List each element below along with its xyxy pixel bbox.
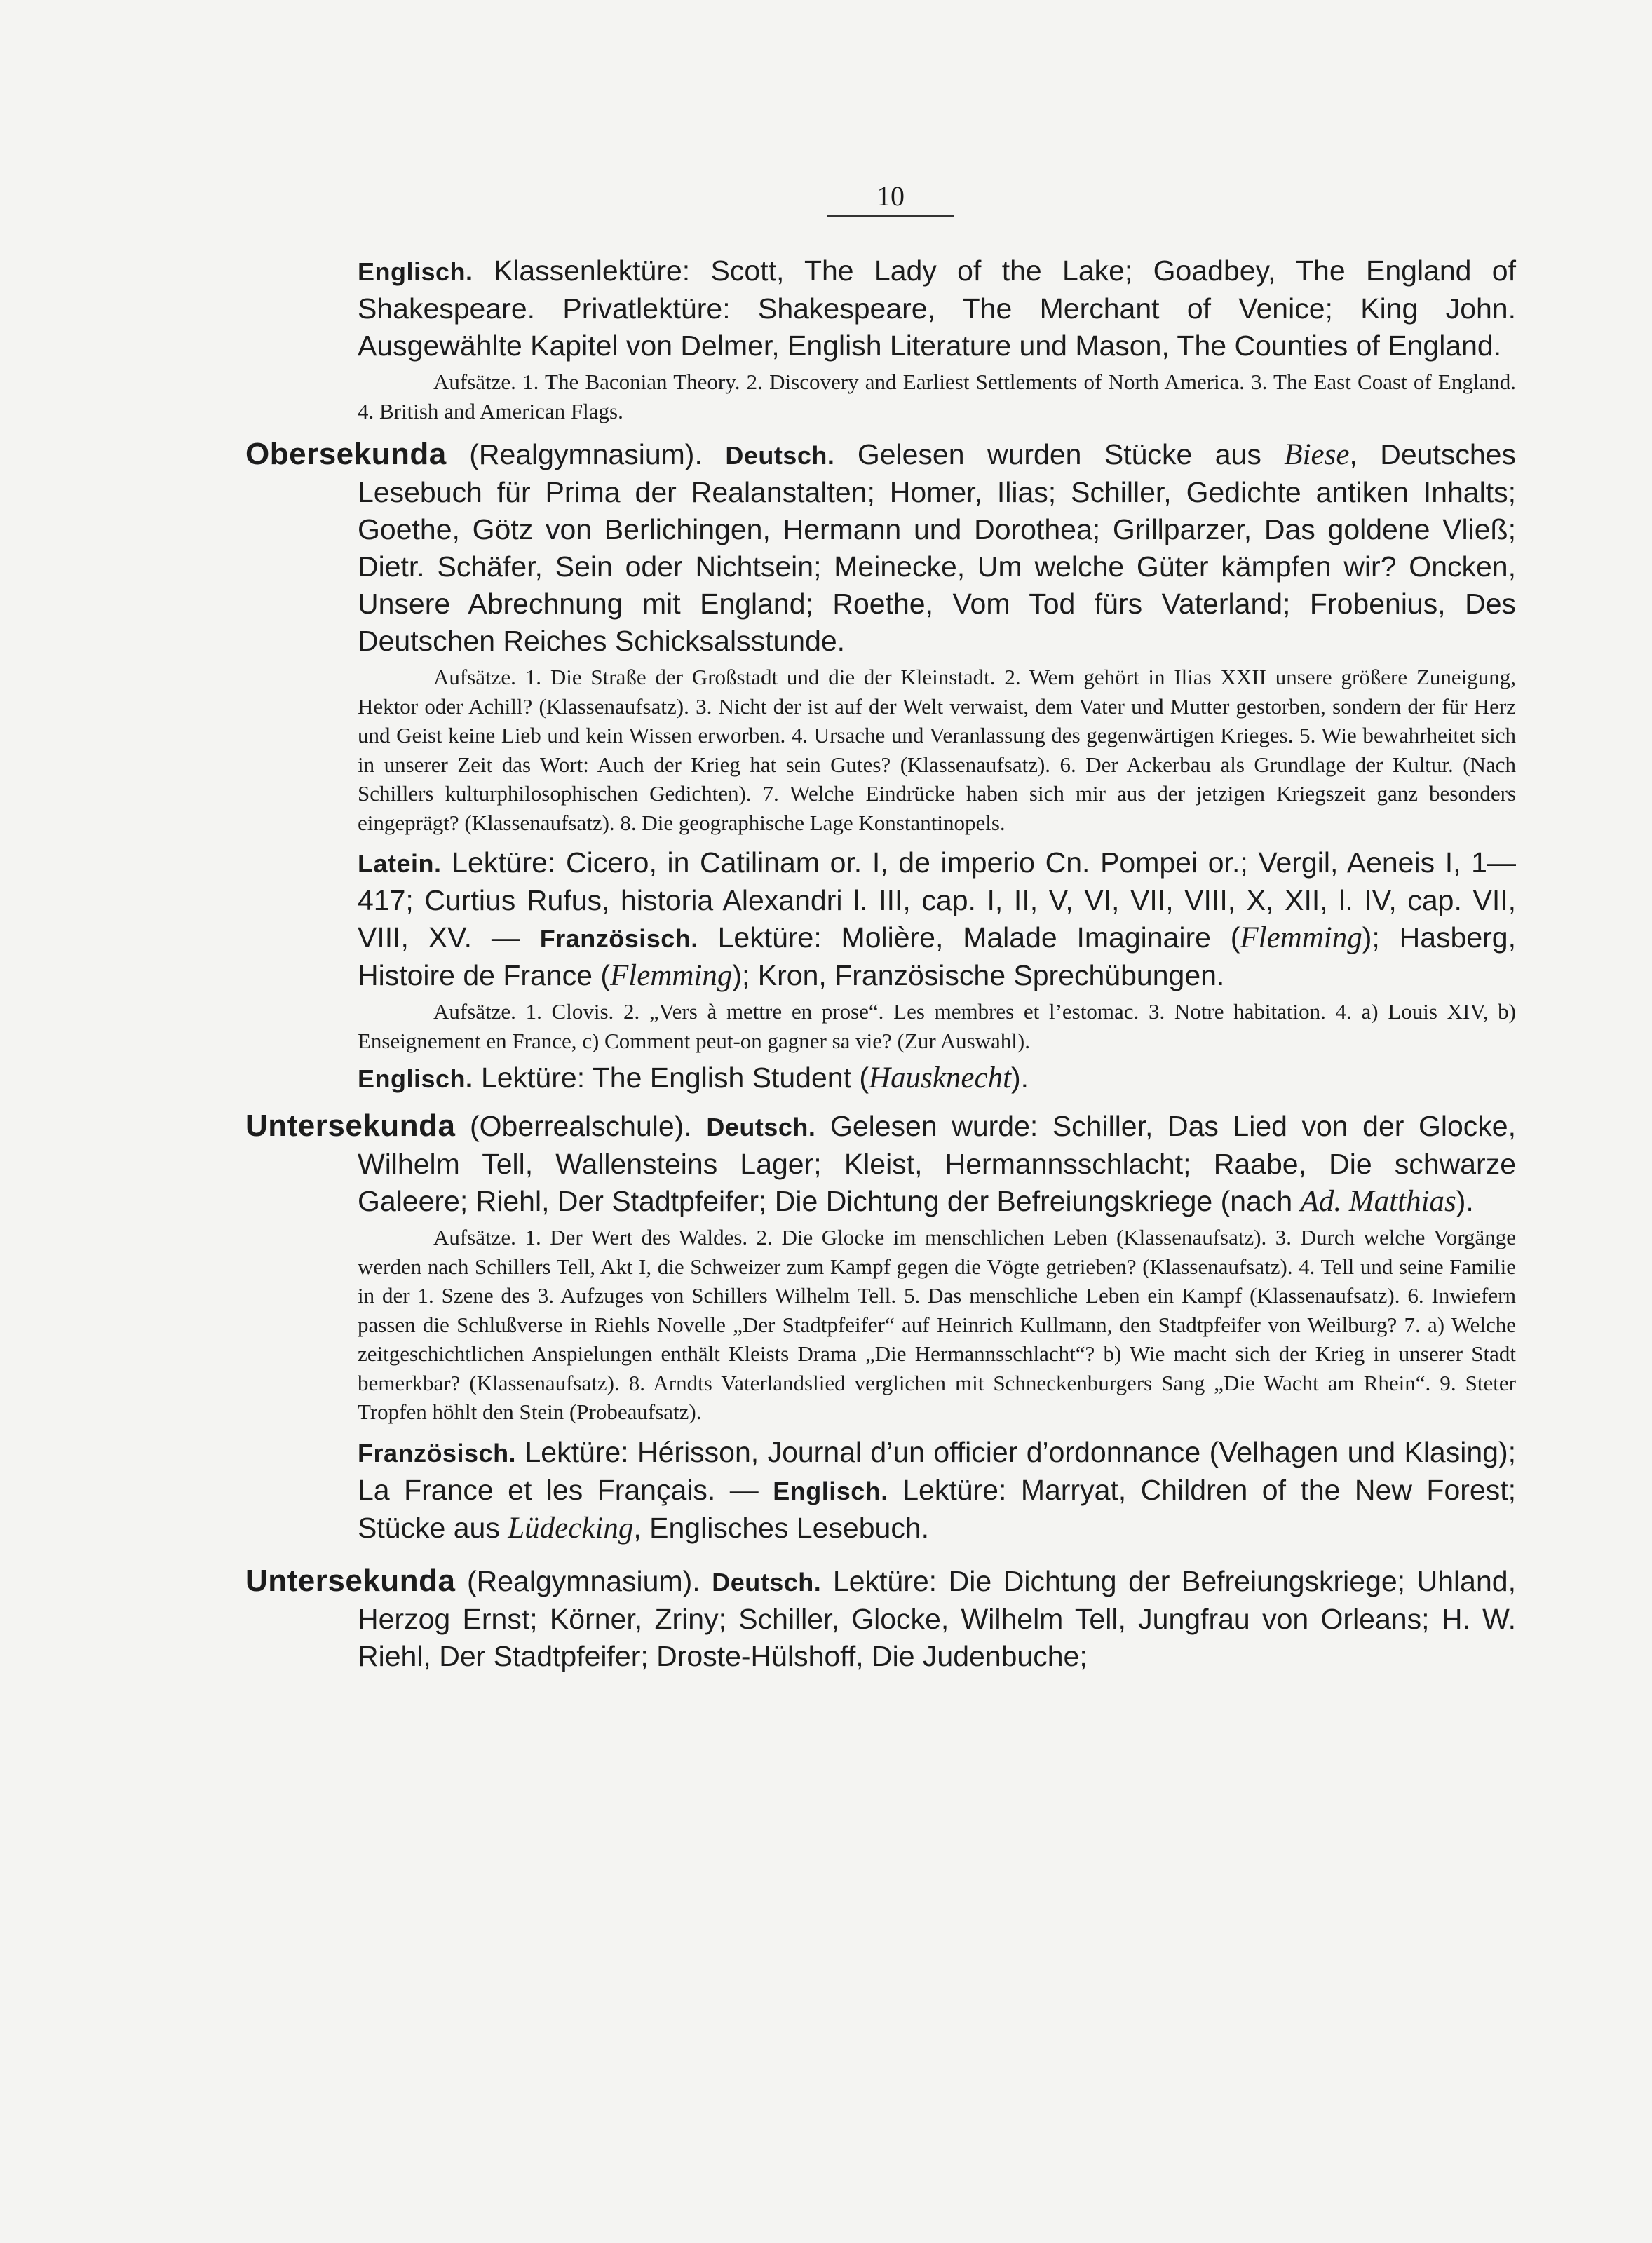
subject-label: Englisch. — [358, 257, 473, 286]
italic-editor: Flemming — [1240, 921, 1362, 954]
subject-label: Latein. — [358, 849, 442, 878]
school-type: (Oberrealschule). — [470, 1110, 692, 1142]
essay-list: Aufsätze. 1. Der Wert des Waldes. 2. Die Glocke im menschlichen Leben (Klassenaufsatz). 3. Durch welche Vorgänge werden nach Schillers Tell, Akt I, die Schweizer zum Kampf gegen die Vögte getrieben? (Klassenaufsatz). 4. Tell und seine Familie in der 1. Szene des 3. Aufzuges von Schillers Wilhelm Tell. 5. Das menschliche Leben ein Kampf (Klassenaufsatz). 6. Inwiefern passen die Schlußverse in Riehls Novelle „Der Stadtpfeifer“ auf Heinrich Kullmann, den Stadtpfeifer von Weilburg? 7. a) Welche zeitgeschichtlichen Anspielungen enthält Kleists Drama „Die Hermannsschlacht“? b) Wie macht sich der Krieg in unserer Stadt bemerkbar? (Klassenaufsatz). 8. Arndts Vaterlandslied verglichen mit Schneckenburgers Sang „Die Wacht am Rhein“. 9. Steter Tropfen höhlt den Stein (Probeaufsatz). — [358, 1225, 1516, 1424]
section-heading: Untersekunda — [245, 1563, 456, 1598]
subject-label: Französisch. — [539, 924, 698, 953]
obersekunda-section — [245, 435, 1516, 660]
italic-editor: Ad. Matthias — [1300, 1185, 1456, 1218]
body-text: Gelesen wurde: Schiller, Das Lied von der Glocke, Wilhelm Tell, Wallensteins Lager; Kleist, Hermannsschlacht; Raabe, Die schwarze Galeere; Riehl, Der Stadtpfeifer; Die Dichtung der Befreiungskriege (nach — [358, 1110, 1516, 1217]
subject-label: Deutsch. — [706, 1113, 816, 1141]
body-text: ); Hasberg, Histoire de France ( — [358, 921, 1516, 991]
body-text: Lektüre: Marryat, Children of the New Forest; Stücke aus — [358, 1473, 1516, 1544]
subject-label: Deutsch. — [712, 1567, 822, 1597]
body-text: Lektüre: Die Dichtung der Befreiungskriege; Uhland, Herzog Ernst; Körner, Zriny; Schiller, Glocke, Wilhelm Tell, Jungfrau von Orleans; H. W. Riehl, Der Stadtpfeifer; Droste-Hülshoff, Die Judenbuche; — [358, 1564, 1516, 1672]
school-type: (Realgymnasium). — [469, 438, 703, 470]
subject-label: Französisch. — [358, 1438, 517, 1468]
englisch-paragraph — [245, 1059, 1516, 1097]
italic-author: Biese — [1284, 438, 1350, 471]
body-text: Lektüre: The English Student ( — [480, 1062, 869, 1094]
body-text: Lektüre: Molière, Malade Imaginaire ( — [717, 921, 1240, 954]
body-text: Klassenlektüre: Scott, The Lady of the Lake; Goadbey, The England of Shakespeare. Privatlektüre: Shakespeare, The Merchant of Venice; King John. Ausgewählte Kapitel von Delmer, English Literature und Mason, The Counties of England. — [358, 255, 1516, 362]
untersekunda-realgymnasium-section — [245, 1562, 1516, 1675]
body-text: ). — [1011, 1062, 1029, 1094]
essay-list: Aufsätze. 1. Die Straße der Großstadt und die der Kleinstadt. 2. Wem gehört in Ilias XXII unsere größere Zuneigung, Hektor oder Achill? (Klassenaufsatz). 3. Nicht der ist auf der Welt verwaist, dem Vater und Mutter gestorben, sondern der für Herz und Geist keine Lieb und kein Wissen erworben. 4. Ursache und Veranlassung des gegenwärtigen Krieges. 5. Wie bewahrheitet sich in unserer Zeit das Wort: Auch der Krieg hat sein Gutes? (Klassenaufsatz). 6. Der Ackerbau als Grundlage der Kultur. (Nach Schillers kulturphilosophischen Gedichten). 7. Welche Eindrücke haben sich mir aus der jetzigen Kriegszeit ganz besonders eingeprägt? (Klassenaufsatz). 8. Die geographische Lage Konstantinopels. — [358, 665, 1516, 835]
latein-franzoesisch-paragraph — [245, 844, 1516, 994]
page-number: 10 — [827, 179, 954, 217]
italic-editor: Flemming — [610, 959, 733, 992]
body-text: , Englisches Lesebuch. — [633, 1511, 930, 1544]
body-text: ); Kron, Französische Sprechübungen. — [732, 959, 1225, 991]
untersekunda-oberrealschule-section — [245, 1107, 1516, 1220]
essay-list: Aufsätze. 1. Clovis. 2. „Vers à mettre en prose“. Les membres et l’estomac. 3. Notre habitation. 4. a) Louis XIV, b) Enseignement en France, c) Comment peut-on gagner sa vie? (Zur Auswahl). — [358, 999, 1516, 1053]
essay-list: Aufsätze. 1. The Baconian Theory. 2. Discovery and Earliest Settlements of North America. 3. The East Coast of England. 4. British and American Flags. — [358, 370, 1516, 423]
italic-editor: Hausknecht — [869, 1062, 1012, 1095]
body-text: Lektüre: Cicero, in Catilinam or. I, de imperio Cn. Pompei or.; Vergil, Aeneis I, 1—417; Curtius Rufus, historia Alexandri l. III, cap. I, II, V, VI, VII, VIII, X, XII, l. IV, cap. VII, VIII, XV. — — [358, 846, 1516, 954]
body-text: ). — [1456, 1185, 1474, 1217]
subject-label: Englisch. — [773, 1476, 888, 1505]
italic-editor: Lüdecking — [508, 1511, 634, 1545]
body-text: , Deutsches Lesebuch für Prima der Realanstalten; Homer, Ilias; Schiller, Gedichte antiken Inhalts; Goethe, Götz von Berlichingen, Hermann und Dorothea; Grillparzer, Das goldene Vließ; Dietr. Schäfer, Sein oder Nichtsein; Meinecke, Um welche Güter kämpfen wir? Oncken, Unsere Abrechnung mit England; Roethe, Vom Tod fürs Vaterland; Frobenius, Des Deutschen Reiches Schicksalsstunde. — [358, 438, 1516, 657]
subject-label: Deutsch. — [725, 441, 835, 470]
school-type: (Realgymnasium). — [467, 1564, 700, 1597]
body-text: Gelesen wurden Stücke aus — [857, 438, 1261, 470]
page-content — [245, 252, 1516, 1675]
englisch-paragraph — [245, 252, 1516, 365]
section-heading: Obersekunda — [245, 437, 447, 471]
subject-label: Englisch. — [358, 1064, 473, 1093]
franzoesisch-englisch-paragraph — [245, 1434, 1516, 1547]
body-text: Lektüre: Hérisson, Journal d’un officier d’ordonnance (Velhagen und Klasing); La France et les Français. — — [358, 1435, 1516, 1506]
section-heading: Untersekunda — [245, 1109, 456, 1143]
